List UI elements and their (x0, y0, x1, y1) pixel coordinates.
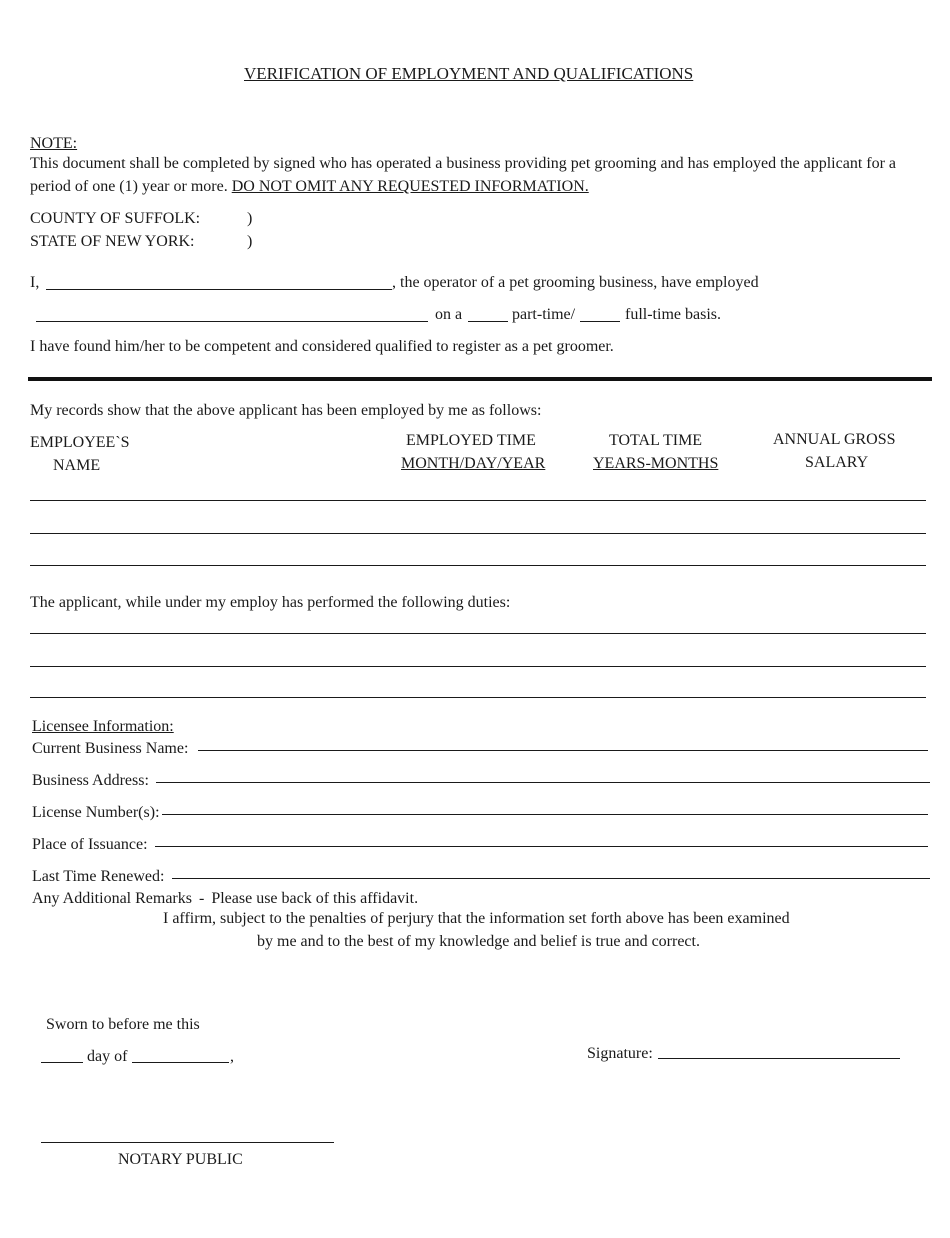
full-time-field[interactable] (580, 321, 620, 322)
remarks-text: Please use back of this affidavit. (211, 890, 419, 907)
place-of-issuance-label: Place of Issuance: (32, 836, 148, 853)
notary-signature-field[interactable] (41, 1142, 334, 1143)
business-name-label: Current Business Name: (32, 740, 189, 757)
operator-prefix: I, (30, 274, 40, 291)
license-numbers-field[interactable] (162, 814, 928, 815)
day-of-label: day of (87, 1048, 128, 1065)
operator-name-field[interactable] (46, 289, 392, 290)
note-heading: NOTE: (30, 135, 78, 152)
col-total-time-1: TOTAL TIME (609, 432, 703, 449)
records-intro: My records show that the above applicant has been employed by me as follows: (30, 402, 542, 419)
note-emphasis: DO NOT OMIT ANY REQUESTED INFORMATION. (231, 178, 589, 195)
col-salary-2: SALARY (805, 454, 869, 471)
col-employee-name-1: EMPLOYEE`S (30, 434, 130, 451)
licensee-heading: Licensee Information: (32, 718, 174, 735)
col-employed-time-1: EMPLOYED TIME (406, 432, 536, 449)
remarks-label: Any Additional Remarks (32, 890, 192, 907)
employment-row-line[interactable] (30, 565, 926, 566)
operator-suffix: , the operator of a pet grooming business, have employed (392, 274, 759, 291)
license-numbers-label: License Number(s): (32, 804, 160, 821)
sworn-text: Sworn to before me this (46, 1016, 200, 1033)
business-address-field[interactable] (156, 782, 930, 783)
additional-remarks (32, 889, 418, 908)
col-salary-1: ANNUAL GROSS (773, 431, 896, 448)
state-label: STATE OF NEW YORK: (30, 233, 195, 250)
duties-line[interactable] (30, 697, 926, 698)
part-time-label: part-time/ (512, 306, 576, 323)
signature-field[interactable] (658, 1058, 900, 1059)
applicant-name-field[interactable] (36, 321, 428, 322)
section-divider (28, 377, 932, 381)
county-label: COUNTY OF SUFFOLK: (30, 210, 201, 227)
col-employed-time-2: MONTH/DAY/YEAR (401, 455, 546, 472)
notary-public-label: NOTARY PUBLIC (118, 1151, 243, 1168)
duties-line[interactable] (30, 666, 926, 667)
col-total-time-2: YEARS-MONTHS (593, 455, 719, 472)
sworn-comma: , (230, 1048, 234, 1065)
competent-statement: I have found him/her to be competent and considered qualified to register as a pet groomer. (30, 338, 614, 355)
sworn-month-field[interactable] (132, 1062, 229, 1063)
business-name-field[interactable] (198, 750, 928, 751)
full-time-label: full-time basis. (625, 306, 721, 323)
note-line-2-text: period of one (1) year or more. (30, 178, 232, 195)
remarks-dash: - (198, 890, 205, 907)
affirm-line-1: I affirm, subject to the penalties of perjury that the information set forth above has been examined (163, 910, 790, 927)
duties-intro: The applicant, while under my employ has performed the following duties: (30, 594, 511, 611)
on-a-label: on a (435, 306, 463, 323)
employment-row-line[interactable] (30, 533, 926, 534)
signature-label: Signature: (587, 1045, 653, 1062)
document-title: VERIFICATION OF EMPLOYMENT AND QUALIFICATIONS (244, 64, 694, 83)
business-address-label: Business Address: (32, 772, 149, 789)
employment-row-line[interactable] (30, 500, 926, 501)
last-renewed-field[interactable] (172, 878, 930, 879)
county-paren: ) (247, 210, 253, 227)
duties-line[interactable] (30, 633, 926, 634)
note-line-1: This document shall be completed by signed who has operated a business providing pet grooming and has employed the applicant for a (30, 155, 897, 172)
sworn-day-field[interactable] (41, 1062, 83, 1063)
part-time-field[interactable] (468, 321, 508, 322)
place-of-issuance-field[interactable] (155, 846, 928, 847)
state-paren: ) (247, 233, 253, 250)
affirm-line-2: by me and to the best of my knowledge and belief is true and correct. (257, 933, 700, 950)
col-employee-name-2: NAME (53, 457, 101, 474)
note-line-2 (30, 177, 589, 196)
last-renewed-label: Last Time Renewed: (32, 868, 165, 885)
